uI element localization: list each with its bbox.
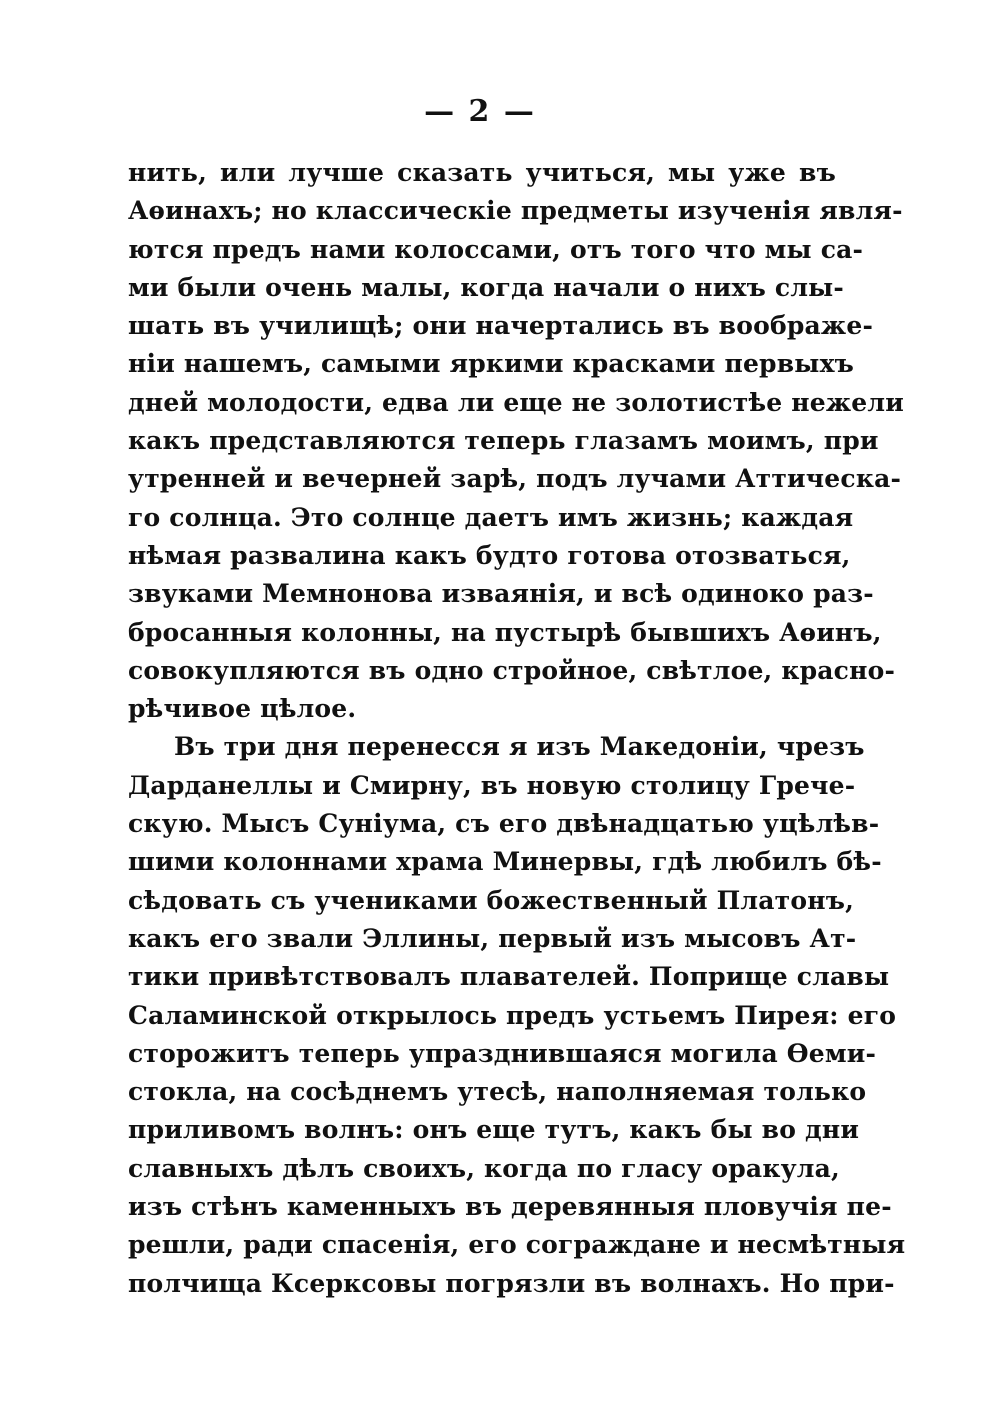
text-line: нѣмая развалина какъ будто готова отозваться,: [128, 540, 851, 570]
text-line: шими колоннами храма Минервы, гдѣ любилъ бѣ-: [128, 847, 882, 877]
text-line: полчища Ксерксовы погрязли въ волнахъ. Но при-: [128, 1268, 895, 1298]
text-line: какъ его звали Эллины, первый изъ мысовъ Ат-: [128, 923, 857, 953]
text-line: Дарданеллы и Смирну, въ новую столицу Грече-: [128, 770, 856, 800]
body-text: [128, 154, 906, 1303]
text-line: ніи нашемъ, самыми яркими красками первыхъ: [128, 349, 855, 379]
text-line: изъ стѣнъ каменныхъ въ деревянныя пловучія пе-: [128, 1192, 892, 1222]
text-line: совокупляются въ одно стройное, свѣтлое, красно-: [128, 655, 896, 685]
text-line: дней молодости, едва ли еще не золотистѣе нежели: [128, 387, 904, 417]
text-line: Саламинской открылось предъ устьемъ Пирея: его: [128, 1000, 897, 1030]
text-line: нить, или лучше сказать учиться, мы уже въ: [128, 158, 836, 187]
text-line: рѣчивое цѣлое.: [128, 694, 357, 724]
text-line: сторожитъ теперь упразднившаяся могила Ѳеми-: [128, 1038, 877, 1068]
text-line: бросанныя колонны, на пустырѣ бывшихъ Аѳинъ,: [128, 617, 882, 647]
text-line: звуками Мемнонова изваянія, и всѣ одиноко раз-: [128, 579, 874, 609]
text-line: славныхъ дѣлъ своихъ, когда по гласу оракула,: [128, 1153, 840, 1183]
text-line: какъ представляются теперь глазамъ моимъ, при: [128, 426, 879, 456]
text-line: решли, ради спасенія, его сограждане и несмѣтныя: [128, 1230, 906, 1260]
text-line: го солнца. Это солнце даетъ имъ жизнь; каждая: [128, 502, 854, 532]
text-line: шать въ училищѣ; они начертались въ воображе-: [128, 311, 874, 341]
text-line: скую. Мысъ Суніума, съ его двѣнадцатью уцѣлѣв-: [128, 809, 880, 839]
paragraph-first-line: Въ три дня перенесся я изъ Македоніи, чрезъ: [174, 732, 865, 762]
text-line: тики привѣтствовалъ плавателей. Поприще славы: [128, 962, 890, 992]
text-line: сѣдовать съ учениками божественный Платонъ,: [128, 885, 855, 915]
text-line: ются предъ нами колоссами, отъ того что мы са-: [128, 234, 864, 264]
text-line: утренней и вечерней зарѣ, подъ лучами Аттическа-: [128, 464, 902, 494]
page-number: — 2 —: [424, 94, 536, 129]
text-line: стокла, на сосѣднемъ утесѣ, наполняемая только: [128, 1077, 867, 1107]
text-line: ми были очень малы, когда начали о нихъ слы-: [128, 272, 845, 302]
text-line: Аѳинахъ; но классическіе предметы изученія явля-: [128, 196, 903, 226]
text-line: приливомъ волнъ: онъ еще тутъ, какъ бы во дни: [128, 1115, 860, 1145]
